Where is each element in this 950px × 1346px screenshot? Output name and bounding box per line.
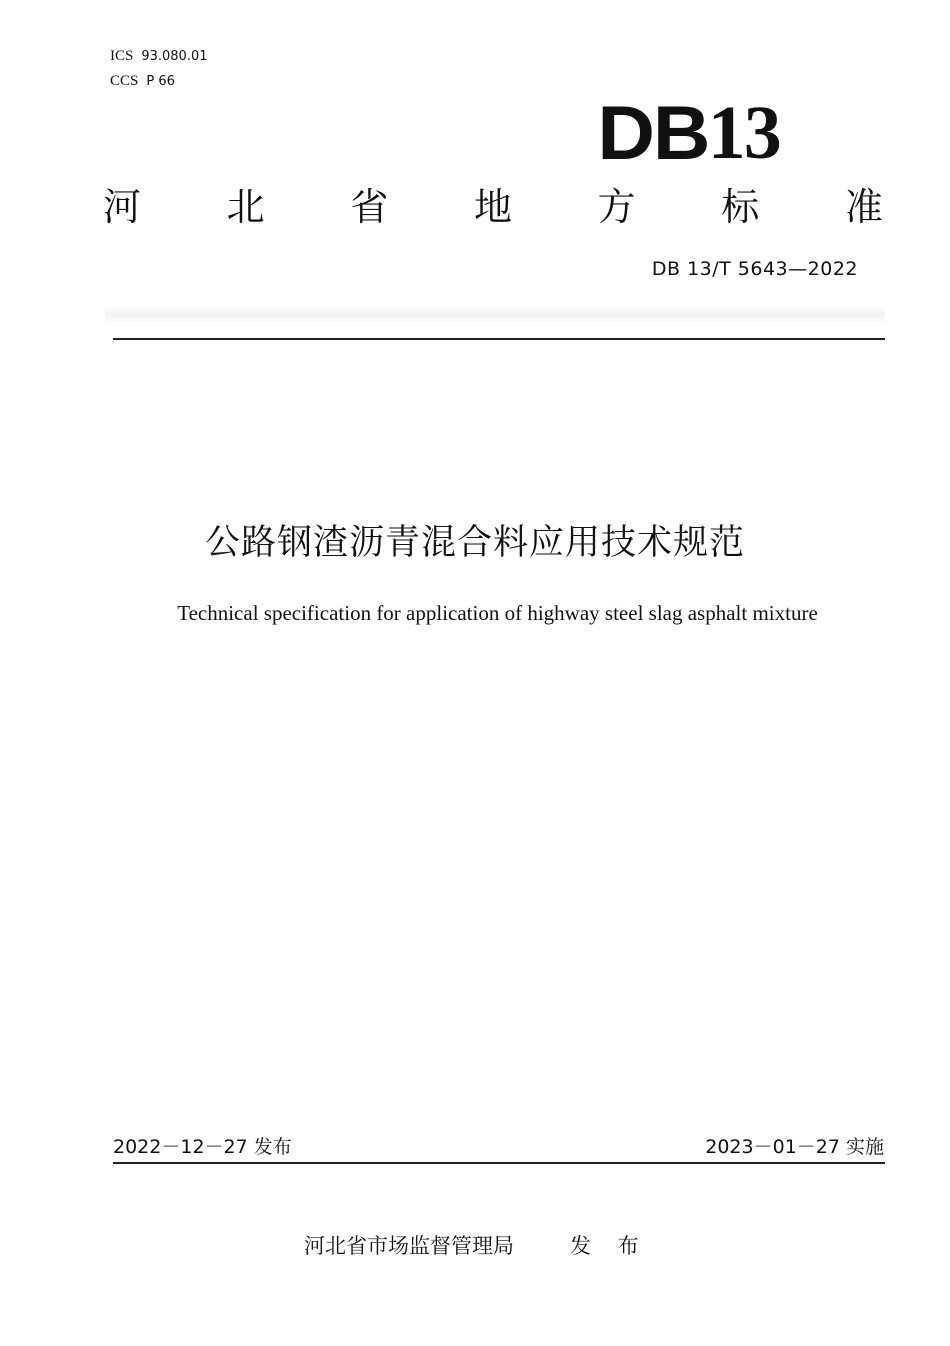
standard-mark-prefix: DB: [597, 90, 709, 176]
standard-type-char: 准: [844, 185, 883, 229]
classification-block: [110, 44, 208, 94]
header-divider: [113, 338, 885, 340]
ccs-row: [110, 69, 208, 94]
standard-type-char: 标: [721, 185, 760, 229]
standard-type-char: 河: [103, 185, 142, 229]
standard-mark-number: 13: [707, 90, 780, 175]
issuer-line: [304, 1230, 649, 1260]
standard-type-char: 省: [350, 185, 389, 229]
issue-date: 2022－12－27 发布: [113, 1136, 292, 1158]
standard-type-char: 地: [473, 185, 512, 229]
issuer-action: 发 布: [570, 1234, 649, 1258]
document-title-chinese: 公路钢渣沥青混合料应用技术规范: [204, 523, 745, 563]
standard-type-char: 北: [226, 185, 265, 229]
standard-code: DB 13/T 5643—2022: [651, 258, 858, 280]
ics-value: 93.080.01: [141, 49, 208, 64]
issuer-name: 河北省市场监督管理局: [304, 1234, 514, 1258]
standard-type-heading: [103, 180, 883, 234]
ccs-value: P 66: [146, 74, 175, 89]
footer-divider: [113, 1162, 885, 1164]
ccs-label: CCS: [110, 73, 139, 89]
standard-mark-logo: [597, 90, 830, 176]
document-title-english: Technical specification for application of highway steel slag asphalt mixture: [177, 601, 818, 625]
implementation-date: 2023－01－27 实施: [705, 1136, 884, 1158]
faint-scan-band: [105, 306, 885, 324]
ics-label: ICS: [110, 48, 134, 64]
ics-row: [110, 44, 208, 69]
standard-type-char: 方: [597, 185, 636, 229]
